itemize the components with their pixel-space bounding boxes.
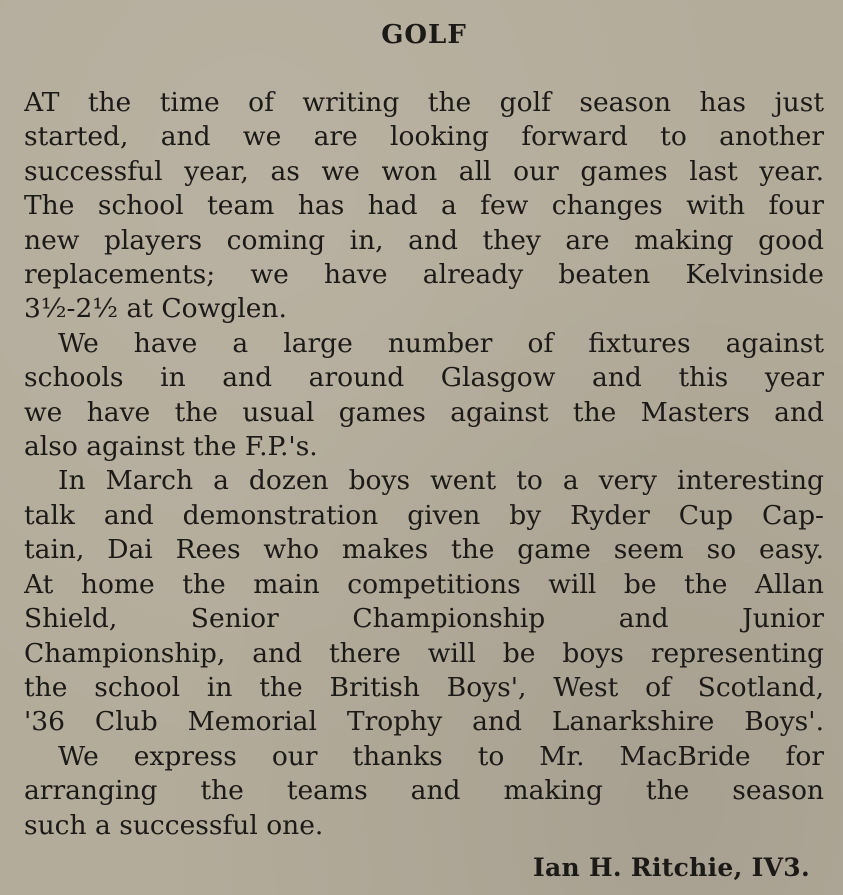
text-line: such a successful one. xyxy=(24,809,324,841)
text-line: At home the main competitions will be the Allan xyxy=(24,568,824,600)
article-body xyxy=(24,86,824,885)
text-line: schools in and around Glasgow and this year xyxy=(24,362,824,394)
text-line: In March a dozen boys went to a very interesting xyxy=(58,465,824,497)
text-line: the school in the British Boys', West of Scotland, xyxy=(24,671,824,703)
text-line: 3½-2½ at Cowglen. xyxy=(24,293,287,325)
text-line: We express our thanks to Mr. MacBride for xyxy=(58,740,824,772)
text-line: replacements; we have already beaten Kelvinside xyxy=(24,259,824,291)
text-line: started, and we are looking forward to another xyxy=(24,121,824,153)
text-line: also against the F.P.'s. xyxy=(24,431,318,463)
paragraph-competitions xyxy=(24,464,824,739)
article-page xyxy=(24,14,824,884)
text-line: talk and demonstration given by Ryder Cup Cap- xyxy=(24,499,824,531)
text-line: arranging the teams and making the season xyxy=(24,775,824,807)
text-line: successful year, as we won all our games last year. xyxy=(24,155,824,187)
text-line: The school team has had a few changes with four xyxy=(24,190,824,222)
text-line: '36 Club Memorial Trophy and Lanarkshire Boys'. xyxy=(24,706,824,738)
text-line: we have the usual games against the Masters and xyxy=(24,396,824,428)
text-line: tain, Dai Rees who makes the game seem so easy. xyxy=(24,534,824,566)
text-line: Shield, Senior Championship and Junior xyxy=(24,603,824,635)
text-line: new players coming in, and they are making good xyxy=(24,224,824,256)
paragraph-thanks xyxy=(24,740,824,843)
text-line: Championship, and there will be boys representing xyxy=(24,637,824,669)
author-signature: Ian H. Ritchie, IV3. xyxy=(532,852,810,882)
text-line: AT the time of writing the golf season has just xyxy=(24,87,824,118)
paragraph-fixtures xyxy=(24,327,824,465)
text-line: We have a large number of fixtures against xyxy=(58,327,824,359)
article-title: GOLF xyxy=(381,20,467,50)
paragraph-intro xyxy=(24,86,824,327)
